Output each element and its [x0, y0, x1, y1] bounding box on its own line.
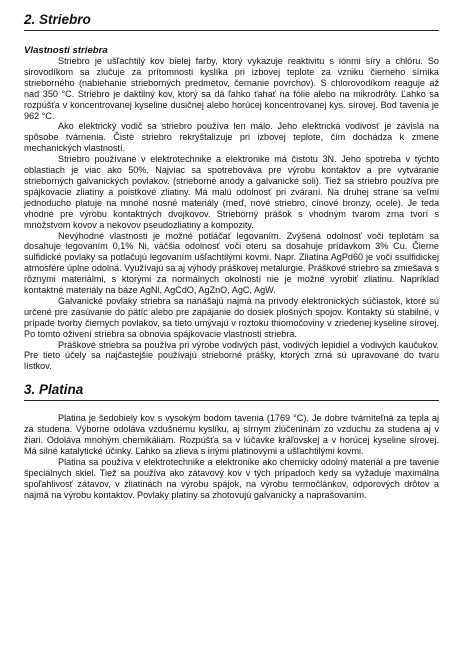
paragraph: Platina sa používa v elektrotechnike a elektronike ako chemicky odolný materiál a pre tavenie špeciálnych skiel. Tiež sa používa ako zátavový kov v tých prípadoch kedy sa vyžaduje maximálna spoľahlivosť zátavov, v zliatinách na výrobu spájok, na výrobu termočlánkov, odporových drôtov a najmä na výrobu kontaktov. Povlaky platiny sa zhotovujú galvanicky a naprašovaním.	[24, 456, 439, 500]
paragraph: Striebro je ušľachtilý kov bielej farby, ktorý vykazuje reaktivitu s iónmi síry a chlóru. So sirovodíkom sa zlučuje za prítomnosti kyslíka pri izbovej teplote za vzniku čierneho sírnika strieborného (nabiehanie strieborných predmetov, černanie povrchov). S chlorovodíkom reaguje až nad 350 °C. Striebro je daktilný kov, ktorý sa dá ľahko ťahať na fólie alebo na mikrodrôty. Ľahko sa rozpúšťa v koncentrovanej kyseline dusičnej alebo horúcej koncentrovanej kys. sírovej. Bod tavenia je 962 °C.	[24, 56, 439, 121]
platina-body	[24, 413, 439, 500]
striebro-body	[24, 56, 439, 372]
paragraph: Galvanické povlaky striebra sa nanášajú najmä na prívody elektronických súčiastok, ktoré sú určené pre zasúvanie do pätíc alebo pre zapájanie do dosiek plošných spojov. Kontakty sú stabilné, v prípade tvorby čiernych povlakov, sa tieto umývajú v roztoku thiomočoviny v zriedenej kyseline sírovej. Po tomto oživení striebra sa obnovia spájkovacie vlastnosti striebra.	[24, 295, 439, 339]
section-heading-striebro: 2. Striebro	[24, 12, 439, 31]
paragraph: Nevýhodné vlastnosti je možné potláčať legovaním. Zvýšená odolnosť voči teplotám sa dosahuje legovaním 0,1% Ni, väčšia odolnosť voči oteru sa dosahuje prídavkom 3% Cu. Čierne sulfidické povlaky sa potlačujú legovaním ušľachtilými kovmi. Napr. Zliatina AgPd60 je voči ssulfidickej atmosfére úplne odolná. Využívajú sa aj výhody práškovej metalurgie. Práškové striebro sa zmiešava s rôznymi materiálmi, s ktorými za normálnych okolností nie je možné vyrobiť zliatinu. Napríklad kontaktné materiály na báze AgNi, AgCdO, AgZnO, AgC, AgW.	[24, 230, 439, 296]
paragraph: Platina je šedobiely kov s vysokým bodom tavenia (1769 °C). Je dobre tvárniteľná za tepla aj za studena. Výborne odoláva vzdušnému kyslíku, aj sírnym zlúčeninám zo vzduchu za studena aj v žiari. Odoláva mnohým chemikáliám. Rozpúšťa sa v lúčavke kráľovskej a v horúcej kyseline sírovej. Má silné katalytické účinky. Ľahko sa zlieva s inými platinovými a ušľachtilými kovmi.	[24, 413, 439, 456]
subheading-vlastnosti-striebra: Vlastnosti striebra	[24, 45, 108, 56]
paragraph: Práškové striebra sa používa pri výrobe vodivých pást, vodivých lepidiel a vodivých kaučukov. Pre tieto účely sa najčastejšie používajú strieborné prášky, ktorých zrná sú upravované do tvaru lístkov.	[24, 339, 439, 372]
paragraph: Ako elektrický vodič sa striebro používa len málo. Jeho elektrická vodivosť je závislá na spôsobe tvárnenia. Čisté striebro rekryštalizuje pri izbovej teplote, čím dochádza k zmene mechanických vlastností.	[24, 121, 439, 154]
section-heading-platina: 3. Platina	[24, 382, 439, 401]
paragraph: Striebro používané v elektrotechnike a elektronike má čistotu 3N. Jeho spotreba v týchto oblastiach je viac ako 50%. Najviac sa spotrebováva pre výrobu kontaktov a pre vytváranie strieborných galvanických povlakov. (strieborné anódy a galvanické soli). Tiež sa striebro používa pre spájkovacie zliatiny a poistkové zliatiny. Má malú odolnosť pri zváraní. Na druhej strane sa veľmi jednoducho platuje na mnohé nosné materiály (meď, nové striebro, cínové bronzy, ocele). Je teda vhodné pre výrobu kontaktných dvojkovov. Strieborný prášok s vhodným tvarom zrna tvorí s množstvom kovov a nekovov pseudozliatiny a kompozity.	[24, 154, 439, 230]
